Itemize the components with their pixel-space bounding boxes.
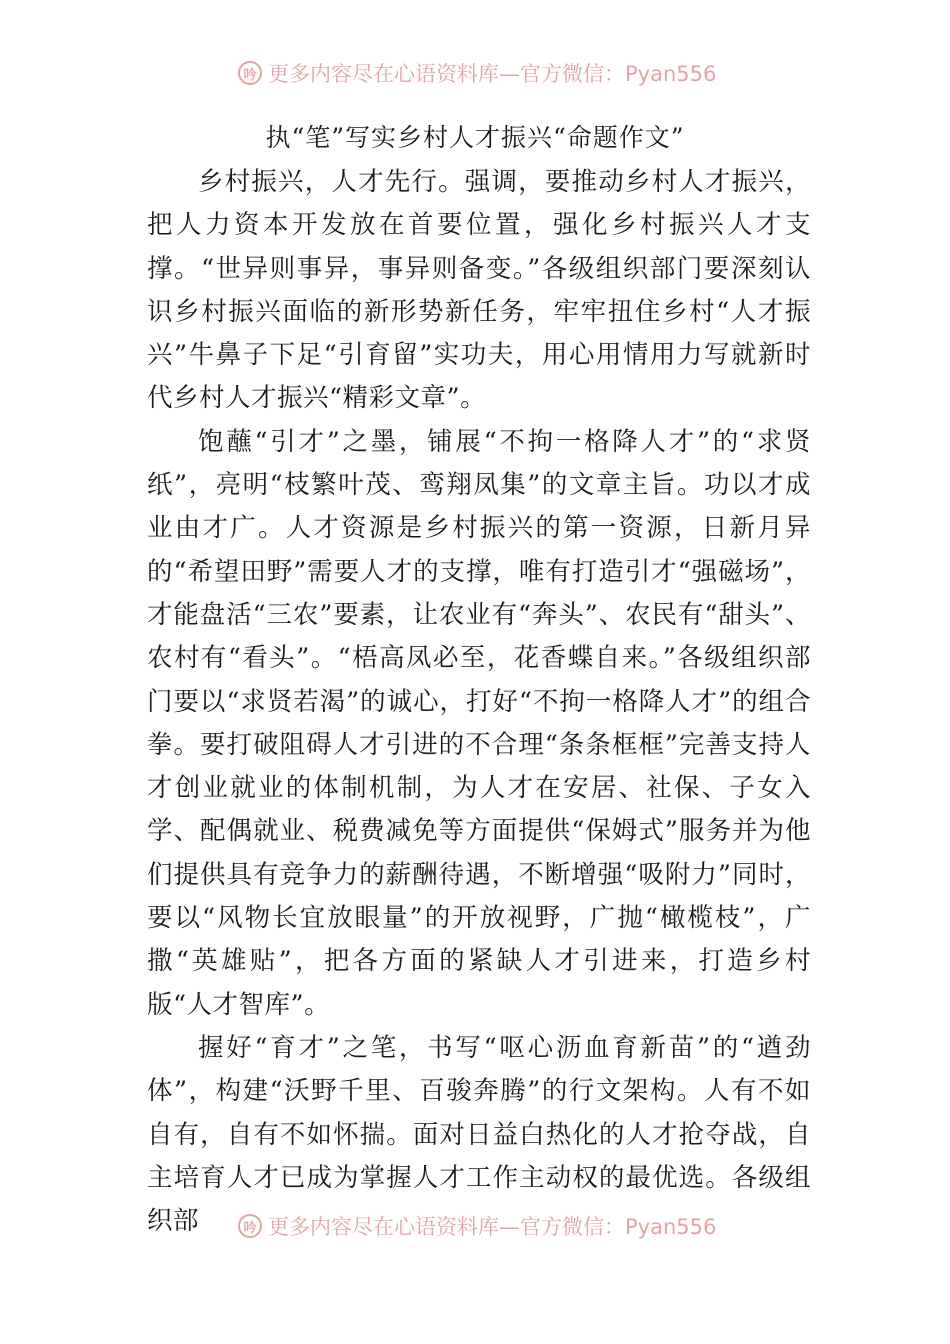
watermark-banner-bottom: [0, 1201, 950, 1241]
watermark-banner-top: [0, 48, 950, 88]
document-title: 执“笔”写实乡村人才振兴“命题作文”: [265, 123, 685, 152]
paragraph-2: 饱蘸“引才”之墨，铺展“不拘一格降人才”的“求贤纸”，亮明“枝繁叶茂、鸾翔凤集”的文章主旨。功以才成业由才广。人才资源是乡村振兴的第一资源，日新月异的“希望田野”需要人才的支撑，唯有打造引才“强磁场”，才能盘活“三农”要素，让农业有“奔头”、农民有“甜头”、农村有“看头”。“梧高凤必至，花香蝶自来。”各级组织部门要以“求贤若渴”的诚心，打好“不拘一格降人才”的组合拳。要打破阻碍人才引进的不合理“条条框框”完善支持人才创业就业的体制机制，为人才在安居、社保、子女入学、配偶就业、税费减免等方面提供“保姆式”服务并为他们提供具有竞争力的薪酬待遇，不断增强“吸附力”同时，要以“风物长宜放眼量”的开放视野，广抛“橄榄枝”，广撒“英雄贴”，把各方面的紧缺人才引进来，打造乡村版“人才智库”。: [147, 426, 811, 1020]
document-body: [147, 161, 811, 1243]
paragraph-1: 乡村振兴，人才先行。强调，要推动乡村人才振兴，把人力资本开发放在首要位置，强化乡村振兴人才支撑。“世异则事异，事异则备变。”各级组织部门要深刻认识乡村振兴面临的新形势新任务，牢牢扭住乡村“人才振兴”牛鼻子下足“引育留”实功夫，用心用情用力写就新时代乡村人才振兴“精彩文章”。: [147, 167, 811, 414]
paragraph-3: 握好“育才”之笔，书写“呕心沥血育新苗”的“遒劲体”，构建“沃野千里、百骏奔腾”的行文架构。人有不如自有，自有不如怀揣。面对日益白热化的人才抢夺战，自主培育人才已成为掌握人才工作主动权的最优选。各级组织部: [147, 1032, 811, 1237]
brand-logo-icon: 吟: [238, 61, 262, 85]
brand-logo-icon: 吟: [238, 1214, 262, 1238]
watermark-content: [238, 58, 716, 88]
watermark-content: [238, 1211, 716, 1241]
watermark-text: 更多内容尽在心语资料库—官方微信：Pyan556: [268, 1215, 717, 1239]
watermark-text: 更多内容尽在心语资料库—官方微信：Pyan556: [268, 62, 717, 86]
